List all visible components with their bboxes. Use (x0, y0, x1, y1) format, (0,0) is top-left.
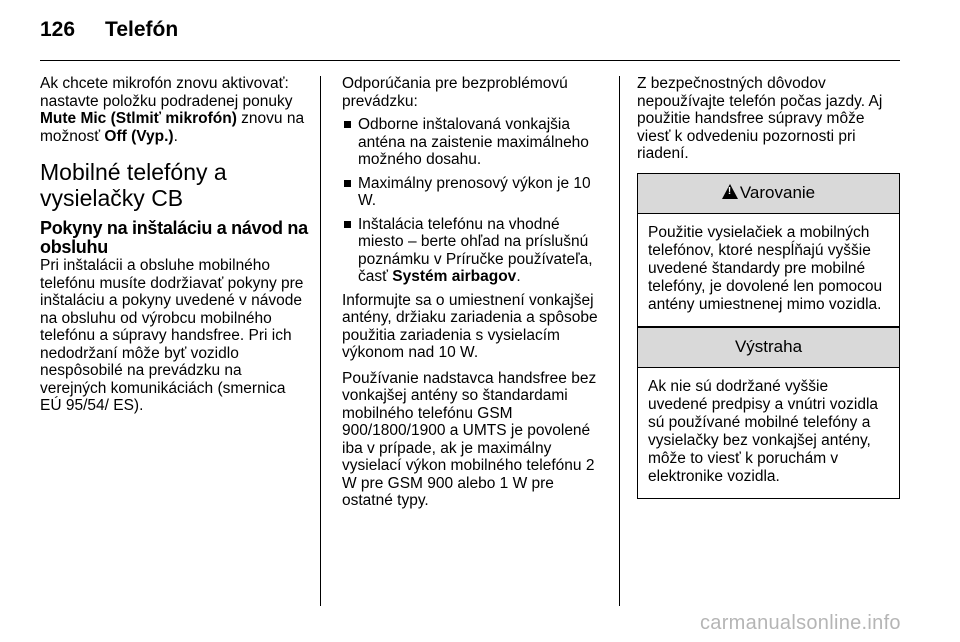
list-item: Maximálny prenosový výkon je 10 W. (342, 175, 608, 210)
page-number: 126 (40, 18, 76, 41)
bullet-square-icon (344, 121, 351, 128)
page-title: Telefón (105, 18, 179, 41)
warning-box-header (638, 174, 899, 214)
bullet-square-icon (344, 180, 351, 187)
intro-paragraph: Ak chcete mikrofón znovu aktivovať: nastavte položku podradenej ponuky Mute Mic (Stlmiť mikrofón) znovu na možnosť Off (Vyp.). (40, 75, 305, 145)
menu-item-mute-mic: Mute Mic (Stlmiť mikrofón) (40, 110, 237, 127)
body-paragraph: Pri inštalácii a obsluhe mobilného telefónu musíte dodržiavať pokyny pre inštaláciu a pokyny uvedené v návode na obsluhu od výrobcu mobilného telefónu a súpravy handsfree. Pri ich nedodržaní môže byť vozidlo nespôsobilé na prevádzku na verejných komunikáciách (smernica EÚ 95/54/ ES). (40, 257, 304, 414)
warning-text: Použitie vysielačiek a mobilných telefónov, ktoré nespĺňajú vyššie uvedené štandardy pre mobilné telefóny, je dovolené len pomocou antény umiestnenej mimo vozidla. (648, 224, 883, 313)
column-2 (342, 75, 608, 510)
caution-text: Ak nie sú dodržané vyššie uvedené predpisy a vnútri vozidla sú používané mobilné telefóny a vysielačky bez vonkajšej antény, môže to viesť k poruchám v elektronike vozidla. (648, 378, 879, 485)
airbag-section-ref: Systém airbagov (392, 268, 517, 285)
list-item: Odborne inštalovaná vonkajšia anténa na zaistenie maximálneho možného dosahu. (342, 116, 608, 169)
column-3 (637, 75, 900, 163)
caution-title: Výstraha (734, 337, 803, 356)
watermark: carmanualsonline.info (700, 612, 901, 634)
section-heading: Mobilné telefóny a vysielačky CB (40, 159, 227, 211)
list-item: Inštalácia telefónu na vhodné miesto – berte ohľad na príslušnú poznámku v Príručke používateľa, časť Systém airbagov. (342, 216, 608, 286)
antenna-paragraph: Informujte sa o umiestnení vonkajšej antény, držiaku zariadenia a spôsobe použitia zariadenia s vysielacím výkonom nad 10 W. (342, 291, 598, 361)
column-divider-2 (619, 76, 620, 606)
column-divider-1 (320, 76, 321, 606)
warning-triangle-icon (722, 184, 738, 199)
bullet-square-icon (344, 221, 351, 228)
column-1 (40, 75, 310, 415)
safety-paragraph: Z bezpečnostných dôvodov nepoužívajte telefón počas jazdy. Aj použitie handsfree súpravy môže viesť k odvedeniu pozornosti pri riadení. (637, 75, 883, 162)
caution-box-header (638, 328, 899, 368)
caution-box (637, 327, 900, 499)
recommendations-lead: Odporúčania pre bezproblémovú prevádzku: (342, 75, 568, 110)
page-header (40, 18, 178, 42)
header-rule (40, 60, 900, 61)
warning-title: Varovanie (739, 183, 816, 202)
warning-box (637, 173, 900, 327)
recommendations-list (342, 116, 608, 286)
section-subheading: Pokyny na inštaláciu a návod na obsluhu (40, 218, 308, 257)
option-off: Off (Vyp.) (104, 127, 174, 145)
handsfree-paragraph: Používanie nadstavca handsfree bez vonkajšej antény so štandardami mobilného telefónu GSM 900/1800/1900 a UMTS je povolené iba v prípade, ak je maximálny vysielací výkon mobilného telefónu 2 W pre GSM 900 alebo 1 W pre ostatné typy. (342, 369, 597, 509)
